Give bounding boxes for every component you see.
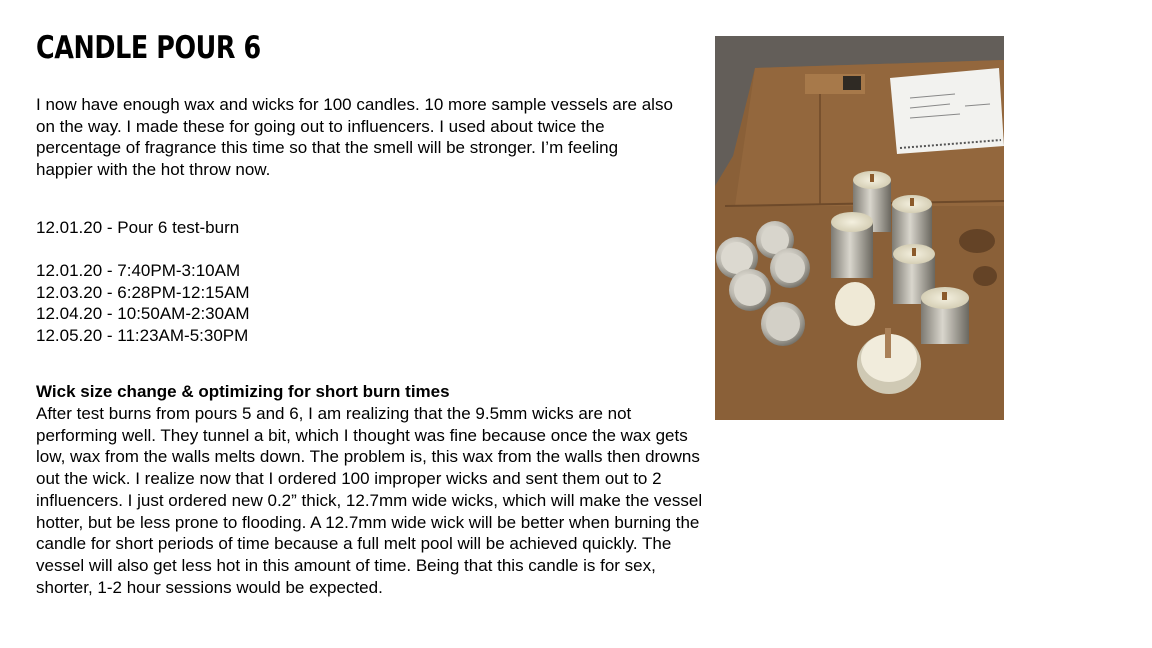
test-burn-label: 12.01.20 - Pour 6 test-burn bbox=[36, 218, 240, 237]
candles-photo bbox=[715, 36, 1004, 420]
section-heading: Wick size change & optimizing for short burn times bbox=[36, 382, 450, 401]
burn-time-entry: 12.01.20 - 7:40PM-3:10AM bbox=[36, 261, 241, 280]
burn-time-entry: 12.03.20 - 6:28PM-12:15AM bbox=[36, 282, 250, 302]
page-title: CANDLE POUR 6 bbox=[36, 30, 261, 66]
burn-time-entry: 12.05.20 - 11:23AM-5:30PM bbox=[36, 326, 249, 346]
intro-paragraph: I now have enough wax and wicks for 100 candles. 10 more sample vessels are also on the way. I made these for going out to influencers. I used about twice the percentage of fragrance this time so that the smell will be stronger. I’m feeling happier with the hot throw now. bbox=[36, 95, 673, 180]
section-body: After test burns from pours 5 and 6, I am realizing that the 9.5mm wicks are not performing well. They tunnel a bit, which I thought was fine because once the wax gets low, wax from the walls melts down. The problem is, this wax from the walls then drowns out the wick. I realize now that I ordered 100 improper wicks and sent them out to 2 influencers. I just ordered new 0.2” thick, 12.7mm wide wicks, which will make the vessel hotter, but be less prone to flooding. A 12.7mm wide wick will be better when burning the candle for short periods of time because a full melt pool will be achieved quickly. The vessel will also get less hot in this amount of time. Being that this candle is for sex, shorter, 1-2 hour sessions would be expected. bbox=[36, 404, 703, 597]
burn-time-entry: 12.04.20 - 10:50AM-2:30AM bbox=[36, 304, 250, 324]
burn-times-list bbox=[36, 260, 250, 347]
